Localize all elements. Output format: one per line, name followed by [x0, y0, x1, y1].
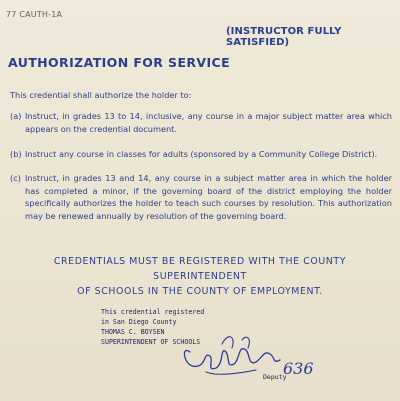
section-heading: AUTHORIZATION FOR SERVICE: [8, 55, 231, 70]
item-text: Instruct, in grades 13 and 14, any course in a subject matter area in which the holder has completed a minor, if the governing board of the district employing the holder specifically authorizes the holder to teach such courses by resolution. This authorization may be renewed annually by resolution of the governing board.: [25, 173, 392, 221]
deputy-number: 636: [283, 359, 314, 378]
stamp-line-3: THOMAS C. BOYSEN: [101, 328, 165, 336]
stamp-line-2: in San Diego County: [101, 318, 177, 326]
status-label: (INSTRUCTOR FULLY SATISFIED): [226, 26, 342, 48]
stamp-line-1: This credential registered: [101, 308, 205, 316]
item-marker: (b): [10, 149, 22, 159]
form-code: 77 CAUTH-1A: [6, 10, 63, 19]
deputy-label: Deputy: [263, 373, 287, 381]
stamp-line-4: SUPERINTENDENT OF SCHOOLS: [101, 338, 201, 346]
item-marker: (a): [10, 111, 22, 121]
registration-notice: [8, 254, 392, 299]
authorization-item-c: [10, 172, 392, 222]
notice-line-2: OF SCHOOLS IN THE COUNTY OF EMPLOYMENT.: [77, 286, 323, 297]
item-text: Instruct, in grades 13 to 14, inclusive, any course in a major subject matter area which appears on the credential document.: [25, 111, 392, 134]
item-marker: (c): [10, 173, 21, 183]
authorization-item-b: [10, 148, 392, 161]
item-text: Instruct any course in classes for adults (sponsored by a Community College District).: [25, 149, 378, 159]
intro-text: This credential shall authorize the holder to:: [10, 90, 192, 100]
authorization-item-a: [10, 110, 392, 135]
notice-line-1: CREDENTIALS MUST BE REGISTERED WITH THE COUNTY SUPERINTENDENT: [53, 256, 347, 282]
